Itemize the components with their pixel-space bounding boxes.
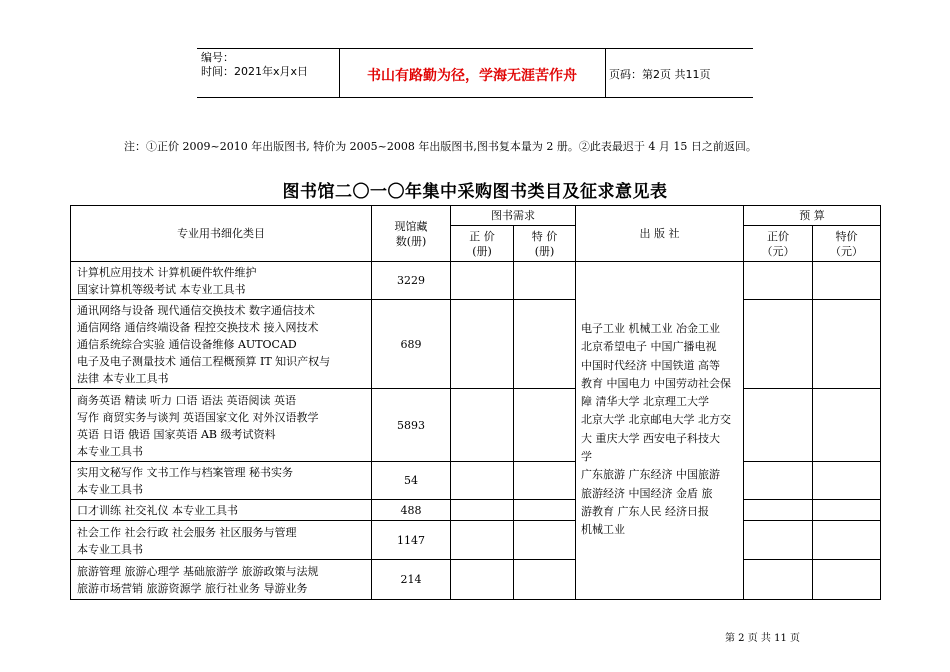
note-text: 注：①正价 2009~2010 年出版图书, 特价为 2005~2008 年出版图书,图书复本量为 2 册。②此表最迟于 4 月 15 日之前返回。 — [124, 140, 757, 153]
publisher-line: 中国时代经济 中国铁道 高等 — [581, 358, 720, 372]
table-row — [71, 560, 881, 600]
budget-special-cell — [813, 521, 881, 560]
header-budget-regular-line2: （元） — [761, 244, 795, 258]
header-holdings-line1: 现馆藏 — [394, 219, 428, 233]
category-line: 计算机应用技术 计算机硬件软件维护 — [77, 266, 257, 279]
budget-special-cell — [813, 262, 881, 300]
budget-special-cell — [813, 560, 881, 600]
header-demand-special — [514, 226, 576, 262]
budget-regular-cell — [744, 521, 813, 560]
publisher-line: 学 — [581, 450, 592, 464]
header-demand-special-line2: (册) — [534, 244, 555, 258]
publisher-line: 电子工业 机械工业 冶金工业 — [581, 322, 720, 335]
budget-regular-cell — [744, 500, 813, 521]
table-row — [71, 262, 881, 300]
category-line: 英语 日语 俄语 国家英语 AB 级考试资料 — [77, 427, 276, 441]
header-budget: 预 算 — [744, 206, 881, 226]
document-time-label: 时间：2021年x月x日 — [201, 65, 309, 78]
demand-special-cell — [514, 521, 576, 560]
demand-regular-cell — [451, 389, 514, 462]
category-line: 法律 本专业工具书 — [77, 372, 169, 385]
header-demand-regular — [451, 226, 514, 262]
header-budget-special-line2: （元） — [830, 244, 863, 258]
holdings-cell: 5893 — [372, 389, 451, 462]
publisher-line: 北京希望电子 中国广播电视 — [581, 340, 717, 354]
budget-special-cell — [813, 300, 881, 389]
category-cell — [71, 262, 372, 300]
header-holdings — [372, 206, 451, 262]
category-line: 电子及电子测量技术 通信工程概预算 IT 知识产权与 — [77, 355, 331, 368]
demand-special-cell — [514, 500, 576, 521]
category-line: 商务英语 精读 听力 口语 语法 英语阅读 英语 — [77, 393, 296, 407]
category-line: 本专业工具书 — [77, 444, 143, 458]
page-title: 图书馆二〇一〇年集中采购图书类目及征求意见表 — [282, 182, 668, 202]
page-footer: 第 2 页 共 11 页 — [725, 633, 800, 644]
header-demand: 图书需求 — [451, 206, 576, 226]
publisher-line: 教育 中国电力 中国劳动社会保 — [581, 376, 731, 390]
demand-regular-cell — [451, 300, 514, 389]
budget-regular-cell — [744, 560, 813, 600]
page-header — [197, 48, 753, 98]
header-demand-special-line1: 特 价 — [531, 229, 558, 243]
holdings-cell: 488 — [372, 500, 451, 521]
header-category: 专业用书细化类目 — [71, 206, 372, 262]
budget-regular-cell — [744, 462, 813, 500]
budget-special-cell — [813, 500, 881, 521]
demand-special-cell — [514, 462, 576, 500]
table-row — [71, 462, 881, 500]
holdings-cell: 1147 — [372, 521, 451, 560]
holdings-cell: 689 — [372, 300, 451, 389]
category-line: 写作 商贸实务与谈判 英语国家文化 对外汉语教学 — [77, 410, 319, 424]
category-line: 本专业工具书 — [77, 542, 143, 556]
table-row — [71, 389, 881, 462]
header-budget-special-line1: 特价 — [835, 229, 858, 243]
category-line: 国家计算机等级考试 本专业工具书 — [77, 283, 246, 296]
header-meta — [201, 51, 308, 79]
table-row — [71, 521, 881, 560]
publisher-line: 游教育 广东人民 经济日报 — [581, 504, 709, 518]
category-line: 实用文秘写作 文书工作与档案管理 秘书实务 — [77, 466, 293, 479]
demand-special-cell — [514, 389, 576, 462]
demand-regular-cell — [451, 262, 514, 300]
category-cell — [71, 462, 372, 500]
category-line: 通信系统综合实验 通信设备维修 AUTOCAD — [77, 338, 297, 351]
holdings-cell: 54 — [372, 462, 451, 500]
document-number-label: 编号： — [201, 51, 234, 64]
category-cell — [71, 521, 372, 560]
budget-special-cell — [813, 389, 881, 462]
table-row — [71, 500, 881, 521]
header-publisher: 出 版 社 — [576, 206, 744, 262]
category-cell — [71, 500, 372, 521]
procurement-table — [70, 205, 881, 600]
publisher-line: 广东旅游 广东经济 中国旅游 — [581, 468, 720, 482]
publisher-line: 大 重庆大学 西安电子科技大 — [581, 431, 720, 445]
category-cell — [71, 560, 372, 600]
category-line: 通信网络 通信终端设备 程控交换技术 接入网技术 — [77, 321, 319, 334]
demand-regular-cell — [451, 500, 514, 521]
publisher-line: 旅游经济 中国经济 金盾 旅 — [581, 486, 713, 500]
header-budget-regular-line1: 正价 — [767, 229, 789, 243]
publisher-line: 障 清华大学 北京理工大学 — [581, 395, 709, 409]
demand-regular-cell — [451, 462, 514, 500]
header-divider-right — [605, 49, 606, 97]
header-page-label: 页码：第2页 共11页 — [609, 68, 711, 81]
category-cell — [71, 300, 372, 389]
publisher-line: 北京大学 北京邮电大学 北方交 — [581, 413, 731, 427]
category-line: 社会工作 社会行政 社会服务 社区服务与管理 — [77, 525, 297, 539]
demand-special-cell — [514, 262, 576, 300]
budget-special-cell — [813, 462, 881, 500]
publishers-cell — [576, 262, 744, 600]
holdings-cell: 3229 — [372, 262, 451, 300]
header-budget-special — [813, 226, 881, 262]
budget-regular-cell — [744, 262, 813, 300]
demand-regular-cell — [451, 521, 514, 560]
budget-regular-cell — [744, 300, 813, 389]
holdings-cell: 214 — [372, 560, 451, 600]
header-demand-regular-line1: 正 价 — [469, 229, 495, 243]
header-holdings-line2: 数(册) — [395, 234, 427, 248]
header-demand-regular-line2: (册) — [472, 244, 492, 258]
category-line: 本专业工具书 — [77, 483, 143, 496]
demand-special-cell — [514, 300, 576, 389]
demand-regular-cell — [451, 560, 514, 600]
demand-special-cell — [514, 560, 576, 600]
category-cell — [71, 389, 372, 462]
category-line: 旅游管理 旅游心理学 基础旅游学 旅游政策与法规 — [77, 565, 319, 578]
header-budget-regular — [744, 226, 813, 262]
category-line: 通讯网络与设备 现代通信交换技术 数字通信技术 — [77, 304, 315, 317]
publisher-line: 机械工业 — [581, 523, 625, 537]
budget-regular-cell — [744, 389, 813, 462]
category-line: 旅游市场营销 旅游资源学 旅行社业务 导游业务 — [77, 582, 308, 595]
header-motto: 书山有路勤为径，学海无涯苦作舟 — [367, 68, 577, 84]
table-row — [71, 300, 881, 389]
category-line: 口才训练 社交礼仪 本专业工具书 — [77, 504, 238, 517]
